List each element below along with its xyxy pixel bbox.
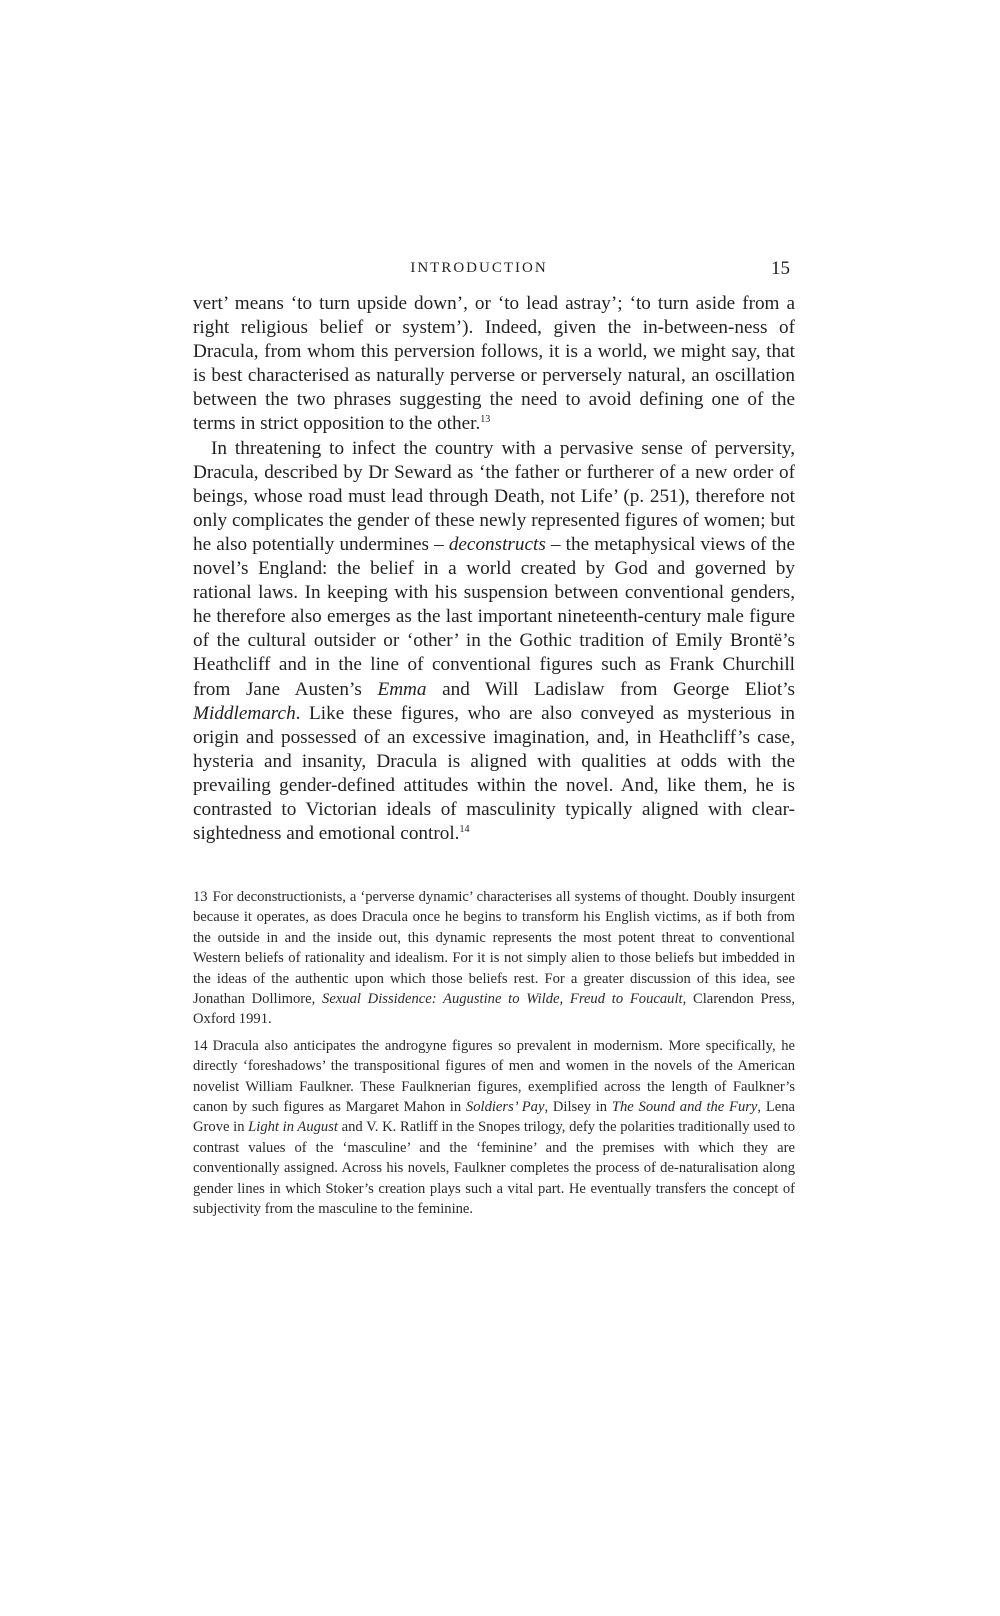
paragraph-1-text: vert’ means ‘to turn upside down’, or ‘to lead astray’; ‘to turn aside from a right religious belief or system’). Indeed, given the in-between-ness of Dracula, from whom this perversion follows, it is a world, we might say, that is best characterised as naturally perverse or perversely natural, an oscillation between the two phrases suggesting the need to avoid defining one of the terms in strict opposition to the other. bbox=[193, 293, 795, 435]
running-title: INTRODUCTION bbox=[410, 260, 548, 276]
book-title-emma: Emma bbox=[377, 678, 427, 700]
book-title-light-in-august: Light in August bbox=[248, 1119, 338, 1136]
emphasis-deconstructs: deconstructs bbox=[448, 533, 546, 555]
paragraph-2-text: – the metaphysical views of the novel’s England: the belief in a world created by God and governed by rational laws. In keeping with his suspension between conventional genders, he therefore also emerges as the last important nineteenth-century male figure of the cultural outsider or ‘other’ in the Gothic tradition of Emily Brontë’s Heathcliff and in the line of conventional figures such as Frank Churchill from Jane Austen’s bbox=[193, 533, 795, 700]
footnotes bbox=[193, 887, 795, 1226]
footnote-text: and V. K. Ratliff in the Snopes trilogy, defy the polarities traditionally used to contrast values of the ‘masculine’ and the ‘feminine’ and the premises with which they are conventionally assigned. Across his novels, Faulkner completes the process of de-naturalisation along gender lines in which Stoker’s creation plays such a vital part. He eventually transfers the concept of subjectivity from the masculine to the feminine. bbox=[193, 1119, 795, 1218]
footnote-ref-14: 14 bbox=[459, 824, 470, 836]
footnote-text: , Lena Grove in bbox=[193, 1099, 795, 1136]
book-title-sound-and-fury: The Sound and the Fury bbox=[611, 1099, 758, 1116]
paragraph-2-text: In threatening to infect the country with a pervasive sense of perversity, Dracula, described by Dr Seward as ‘the father or furtherer of a new order of beings, whose road must lead through Death, not Life’ (p. 251), therefore not only complicates the gender of these newly represented figures of women; but he also potentially undermines – bbox=[193, 437, 795, 555]
footnote-number: 13 bbox=[193, 889, 208, 905]
footnote-number: 14 bbox=[193, 1037, 208, 1054]
footnote-text: , Dilsey in bbox=[544, 1099, 612, 1116]
footnote-14 bbox=[193, 1036, 795, 1220]
footnote-text: Dracula also anticipates the androgyne figures so prevalent in modernism. More specifically, he directly ‘foreshadows’ the transpositional figures of men and women in the novels of the American novelist William Faulkner. These Faulknerian figures, exemplified across the length of Faulkner’s canon by such figures as Margaret Mahon in bbox=[193, 1037, 795, 1116]
paragraph-2 bbox=[193, 437, 795, 847]
page-number: 15 bbox=[771, 258, 790, 279]
footnote-text: For deconstructionists, a ‘perverse dynamic’ characterises all systems of thought. Doubly insurgent because it operates, as does Dracula once he begins to transform his English victims, as if both from the outside in and the inside out, this dynamic represents the most potent threat to conventional Western beliefs of rationality and idealism. For it is not simply alien to those beliefs but imbedded in the ideas of the authentic upon which those beliefs rest. For a greater discussion of this idea, see Jonathan Dollimore, bbox=[193, 889, 795, 1008]
book-title-middlemarch: Middlemarch bbox=[193, 702, 296, 724]
book-title-soldiers-pay: Soldiers’ Pay bbox=[465, 1099, 545, 1116]
paragraph-2-text: . Like these figures, who are also conveyed as mysterious in origin and possessed of an excessive imagination, and, in Heathcliff’s case, hysteria and insanity, Dracula is aligned with qualities at odds with the prevailing gender-defined attitudes within the novel. And, like them, he is contrasted to Victorian ideals of masculinity typically aligned with clear-sightedness and emotional control. bbox=[193, 702, 795, 845]
paragraph-1 bbox=[193, 292, 795, 437]
footnote-ref-13: 13 bbox=[480, 414, 491, 426]
body-text bbox=[193, 292, 795, 846]
footnote-13 bbox=[193, 887, 795, 1030]
footnote-text: , Clarendon Press, Oxford 1991. bbox=[193, 991, 795, 1028]
running-head bbox=[194, 258, 794, 282]
book-title-sexual-dissidence: Sexual Dissidence: Augustine to Wilde, Freud to Foucault bbox=[322, 991, 683, 1008]
paragraph-2-text: and Will Ladislaw from George Eliot’s bbox=[426, 678, 795, 700]
